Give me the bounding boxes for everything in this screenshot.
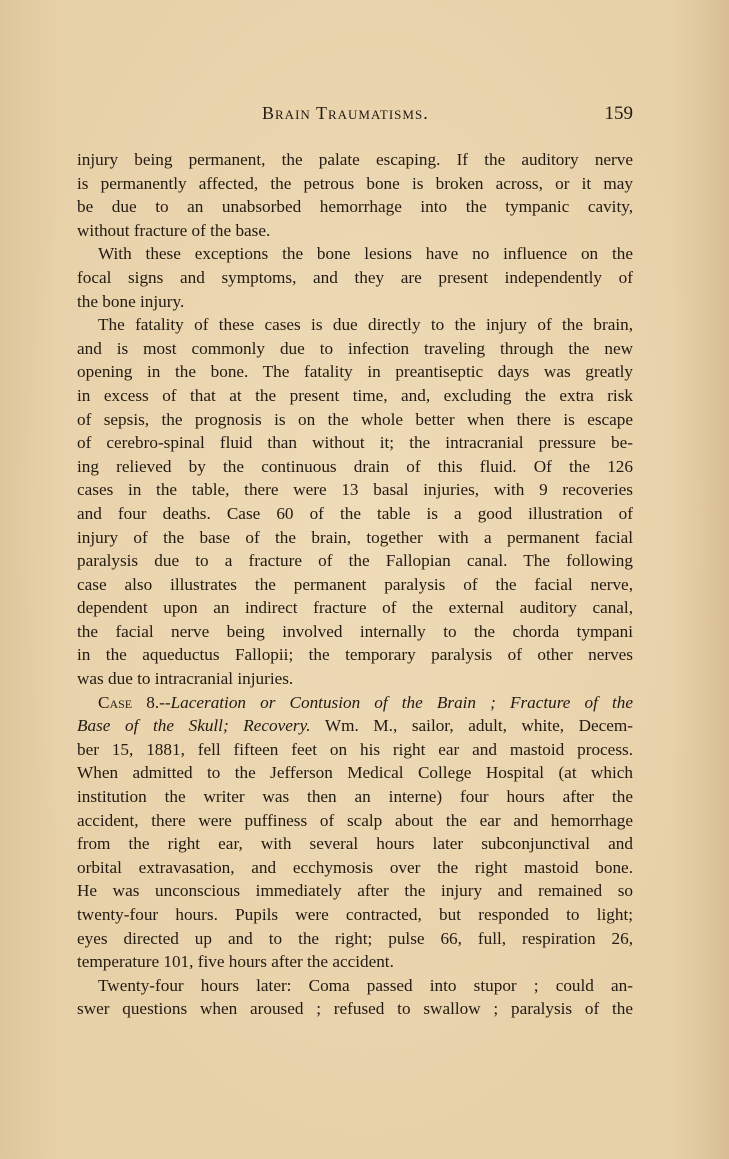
body-text	[77, 148, 633, 1021]
text-line: injury being permanent, the palate escaping. If the auditory nerve	[77, 150, 633, 169]
page-header	[77, 103, 633, 131]
case-title-continued: Base of the Skull; Recovery.	[77, 716, 311, 736]
case-dash: --	[159, 692, 171, 712]
text-line: Twenty-four hours later: Coma passed into stupor ; could an-	[98, 975, 633, 995]
page-number: 159	[604, 103, 633, 124]
text-line: paralysis due to a fracture of the Fallopian canal. The following	[77, 551, 633, 571]
text-line: of cerebro-spinal fluid than without it; the intracranial pressure be-	[77, 433, 633, 453]
text-line: focal signs and symptoms, and they are present independently of	[77, 267, 633, 287]
text-line: temperature 101, five hours after the accident.	[77, 952, 394, 972]
case-title: Laceration or Contusion of the Brain ; Fracture of the	[170, 692, 633, 712]
text-line: the bone injury.	[77, 291, 185, 311]
text-line: ing relieved by the continuous drain of this fluid. Of the 126	[77, 456, 633, 476]
text-line: and is most commonly due to infection traveling through the new	[77, 338, 633, 358]
case-heading-line	[77, 691, 633, 715]
text-line: in excess of that at the present time, and, excluding the extra risk	[77, 385, 633, 405]
case-text: Wm. M., sailor, adult, white, Decem-	[310, 716, 633, 736]
text-line: twenty-four hours. Pupils were contracted, but responded to light;	[77, 905, 633, 924]
text-line: be due to an unabsorbed hemorrhage into the tympanic cavity,	[77, 197, 633, 217]
case-label: Case 8.	[98, 692, 160, 712]
text-line: from the right ear, with several hours later subconjunctival and	[77, 834, 633, 854]
text-line: With these exceptions the bone lesions have no influence on the	[98, 244, 633, 264]
text-line: injury of the base of the brain, together with a permanent facial	[77, 527, 633, 547]
running-title: Brain Traumatisms.	[262, 103, 429, 123]
text-line: The fatality of these cases is due directly to the injury of the brain,	[98, 315, 633, 335]
text-line: accident, there were puffiness of scalp about the ear and hemorrhage	[77, 810, 633, 830]
text-line: eyes directed up and to the right; pulse 66, full, respiration 26,	[77, 928, 633, 948]
text-line: He was unconscious immediately after the injury and remained so	[77, 881, 633, 901]
text-line: ber 15, 1881, fell fifteen feet on his right ear and mastoid process.	[77, 739, 633, 759]
text-line: is permanently affected, the petrous bone is broken across, or it may	[77, 173, 633, 193]
text-line: dependent upon an indirect fracture of the external auditory canal,	[77, 598, 633, 618]
text-line: case also illustrates the permanent paralysis of the facial nerve,	[77, 574, 633, 594]
text-line: the facial nerve being involved internally to the chorda tympani	[77, 621, 633, 641]
text-line: and four deaths. Case 60 of the table is a good illustration of	[77, 503, 633, 523]
text-line: was due to intracranial injuries.	[77, 669, 294, 689]
text-line: in the aqueductus Fallopii; the temporary paralysis of other nerves	[77, 645, 633, 665]
text-line: opening in the bone. The fatality in preantiseptic days was greatly	[77, 362, 633, 382]
text-line: of sepsis, the prognosis is on the whole better when there is escape	[77, 409, 633, 429]
text-line: without fracture of the base.	[77, 220, 271, 240]
text-line: swer questions when aroused ; refused to swallow ; paralysis of the	[77, 999, 633, 1019]
case-title-line	[77, 714, 633, 738]
text-line: institution the writer was then an interne) four hours after the	[77, 787, 633, 807]
text-line: orbital extravasation, and ecchymosis over the right mastoid bone.	[77, 857, 633, 877]
text-line: When admitted to the Jefferson Medical College Hospital (at which	[77, 763, 633, 783]
text-line: cases in the table, there were 13 basal injuries, with 9 recoveries	[77, 480, 633, 500]
